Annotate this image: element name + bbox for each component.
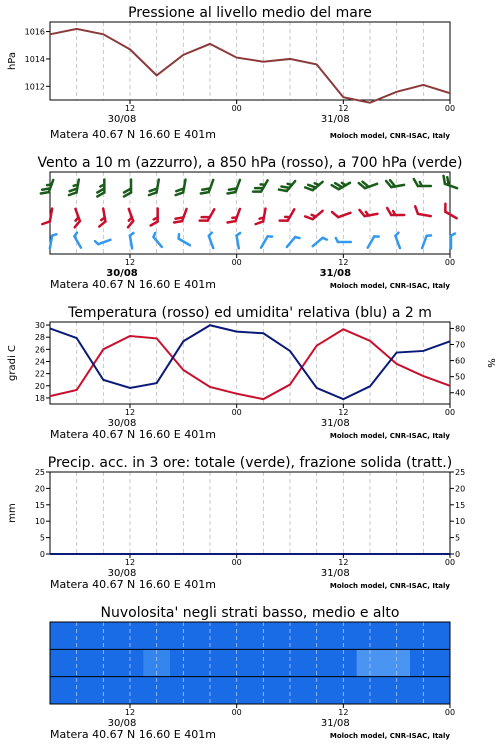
precip-y-tick-label: 5	[39, 533, 45, 543]
wind-barb-10-m	[313, 237, 327, 250]
x-date-label: 30/08	[107, 568, 137, 579]
x-date-label: 31/08	[320, 718, 350, 729]
wind-barb-850-hPa	[227, 206, 239, 224]
x-tick-label: 12	[124, 104, 136, 113]
x-tick-label: 00	[444, 708, 456, 717]
model-source: Moloch model, CNR-ISAC, Italy	[329, 582, 450, 590]
x-date-label: 31/08	[319, 268, 352, 279]
wind-barb-700-hPa	[69, 178, 79, 196]
pressure-title: Pressione al livello medio del mare	[128, 5, 372, 21]
temperature-y-tick-label: 28	[34, 333, 45, 343]
humidity-y-tick-label: 70	[455, 340, 466, 350]
wind-barb-700-hPa	[279, 177, 295, 195]
wind-barb-700-hPa	[359, 177, 377, 189]
x-date-label: 31/08	[320, 568, 350, 579]
wind-barb-10-m	[73, 233, 84, 248]
wind-chart	[0, 150, 500, 300]
location-meta: Matera 40.67 N 16.60 E 401m	[50, 278, 216, 291]
wind-barb-10-m	[451, 234, 455, 249]
x-date-label: 31/08	[320, 418, 350, 429]
x-date-label: 30/08	[107, 718, 137, 729]
temperature-y-tick-label: 24	[34, 357, 45, 367]
wind-barb-700-hPa	[414, 179, 431, 186]
model-source: Moloch model, CNR-ISAC, Italy	[329, 282, 450, 290]
precip-ylabel: mm	[7, 503, 18, 523]
wind-barb-10-m	[261, 235, 272, 250]
wind-barb-10-m	[130, 233, 137, 248]
precip-y2-tick-label: 10	[455, 517, 466, 527]
x-tick-label: 00	[444, 558, 456, 567]
pressure-ylabel: hPa	[7, 51, 18, 71]
pressure-y-tick-label: 1012	[24, 82, 45, 92]
wind-barb-10-m	[50, 234, 57, 249]
precip-y2-tick-label: 20	[455, 484, 466, 494]
humidity-y-tick-label: 60	[455, 356, 466, 366]
cloud-highlight	[357, 649, 410, 676]
precip-y2-tick-label: 5	[455, 533, 461, 543]
wind-barb-10-m	[177, 234, 192, 245]
humidity-y-tick-label: 50	[455, 372, 466, 382]
temperature-chart	[0, 300, 500, 450]
precip-panel	[0, 450, 500, 600]
temperature-y-tick-label: 20	[34, 381, 45, 391]
x-date-label: 30/08	[107, 114, 137, 125]
temperature-ylabel: gradi C	[7, 345, 18, 381]
temperature-y-tick-label: 30	[34, 321, 45, 331]
wind-barb-700-hPa	[332, 177, 350, 192]
wind-barb-850-hPa	[332, 206, 350, 218]
location-meta: Matera 40.67 N 16.60 E 401m	[50, 578, 216, 591]
x-tick-label: 00	[444, 408, 456, 417]
temperature-series-line	[50, 329, 450, 399]
temperature-y-tick-label: 22	[34, 369, 45, 379]
wind-panel	[0, 150, 500, 300]
x-tick-label: 00	[231, 408, 242, 417]
precip-y2-tick-label: 0	[455, 550, 461, 559]
precip-y-tick-label: 0	[39, 550, 45, 559]
wind-barb-700-hPa	[124, 180, 131, 197]
model-source: Moloch model, CNR-ISAC, Italy	[329, 132, 450, 140]
temperature-title: Temperatura (rosso) ed umidita' relativa (blu) a 2 m	[68, 305, 432, 321]
wind-barb-10-m	[152, 233, 165, 247]
humidity-series-line	[50, 325, 450, 399]
x-tick-label: 12	[124, 408, 136, 417]
location-meta: Matera 40.67 N 16.60 E 401m	[50, 128, 216, 141]
x-tick-label: 12	[124, 258, 136, 267]
x-tick-label: 00	[231, 104, 242, 113]
plot-frame	[50, 322, 450, 404]
plot-frame	[50, 22, 450, 100]
wind-barb-700-hPa	[253, 177, 268, 195]
x-tick-label: 12	[338, 104, 349, 113]
x-tick-label: 00	[444, 258, 456, 267]
x-tick-label: 12	[124, 708, 136, 717]
clouds-chart	[0, 600, 500, 750]
pressure-y-tick-label: 1016	[24, 27, 45, 37]
wind-barb-850-hPa	[442, 204, 460, 219]
wind-barb-700-hPa	[149, 178, 159, 196]
pressure-y-tick-label: 1014	[24, 54, 45, 64]
wind-barb-10-m	[208, 233, 217, 248]
clouds-panel	[0, 600, 500, 750]
temperature-y-tick-label: 18	[34, 393, 45, 403]
x-date-label: 30/08	[107, 418, 137, 429]
wind-barb-850-hPa	[200, 206, 215, 224]
precip-y-tick-label: 25	[34, 468, 45, 477]
cloud-row-alto	[50, 622, 450, 649]
wind-barb-700-hPa	[97, 180, 104, 197]
x-tick-label: 00	[231, 708, 242, 717]
pressure-panel	[0, 0, 500, 150]
wind-title: Vento a 10 m (azzurro), a 850 hPa (rosso), a 700 hPa (verde)	[37, 155, 463, 171]
plot-frame	[50, 472, 450, 554]
wind-barb-850-hPa	[174, 206, 186, 224]
precip-y-tick-label: 20	[34, 484, 45, 494]
wind-barb-10-m	[287, 235, 300, 249]
wind-barb-850-hPa	[96, 209, 106, 227]
wind-barb-700-hPa	[305, 176, 323, 192]
precip-title: Precip. acc. in 3 ore: totale (verde), frazione solida (tratt.)	[47, 455, 453, 471]
wind-barb-10-m	[236, 233, 243, 248]
wind-barb-850-hPa	[387, 208, 404, 215]
x-tick-label: 12	[338, 558, 349, 567]
precip-chart	[0, 450, 500, 600]
humidity-y-tick-label: 40	[455, 388, 466, 398]
precip-y2-tick-label: 15	[455, 500, 466, 510]
precip-y-tick-label: 10	[34, 517, 45, 527]
temperature-y-tick-label: 26	[34, 345, 45, 355]
model-source: Moloch model, CNR-ISAC, Italy	[329, 432, 450, 440]
x-tick-label: 00	[231, 558, 242, 567]
x-date-label: 31/08	[320, 114, 350, 125]
precip-y-tick-label: 15	[34, 500, 45, 510]
wind-barb-10-m	[95, 236, 110, 245]
wind-barb-700-hPa	[41, 177, 53, 195]
wind-barb-850-hPa	[151, 209, 158, 226]
wind-barb-10-m	[395, 233, 404, 248]
wind-barb-850-hPa	[359, 207, 377, 217]
pressure-chart	[0, 0, 500, 150]
x-tick-label: 12	[338, 708, 349, 717]
wind-barb-700-hPa	[227, 177, 239, 195]
wind-barb-10-m	[368, 235, 379, 250]
wind-barb-850-hPa	[42, 207, 52, 225]
wind-barb-850-hPa	[280, 206, 295, 224]
x-tick-label: 12	[124, 558, 136, 567]
wind-barb-700-hPa	[201, 177, 213, 195]
x-tick-label: 12	[338, 258, 349, 267]
x-date-label: 30/08	[106, 268, 138, 279]
cloud-row-basso	[50, 677, 450, 704]
wind-barb-700-hPa	[386, 178, 404, 188]
x-tick-label: 12	[338, 408, 349, 417]
location-meta: Matera 40.67 N 16.60 E 401m	[50, 728, 216, 741]
precip-y2-tick-label: 25	[455, 468, 466, 477]
x-tick-label: 00	[444, 104, 456, 113]
model-source: Moloch model, CNR-ISAC, Italy	[329, 732, 450, 740]
wind-barb-850-hPa	[256, 207, 266, 225]
clouds-title: Nuvolosita' negli strati basso, medio e alto	[100, 605, 400, 621]
location-meta: Matera 40.67 N 16.60 E 401m	[50, 428, 216, 441]
humidity-y-tick-label: 80	[455, 324, 466, 334]
temperature-panel	[0, 300, 500, 450]
wind-barb-700-hPa	[176, 178, 186, 196]
wind-barb-850-hPa	[305, 205, 323, 221]
wind-barb-850-hPa	[122, 209, 134, 227]
wind-barb-850-hPa	[69, 209, 81, 227]
x-tick-label: 00	[231, 258, 242, 267]
pressure-series-line	[50, 29, 450, 103]
humidity-ylabel: %	[485, 358, 496, 368]
